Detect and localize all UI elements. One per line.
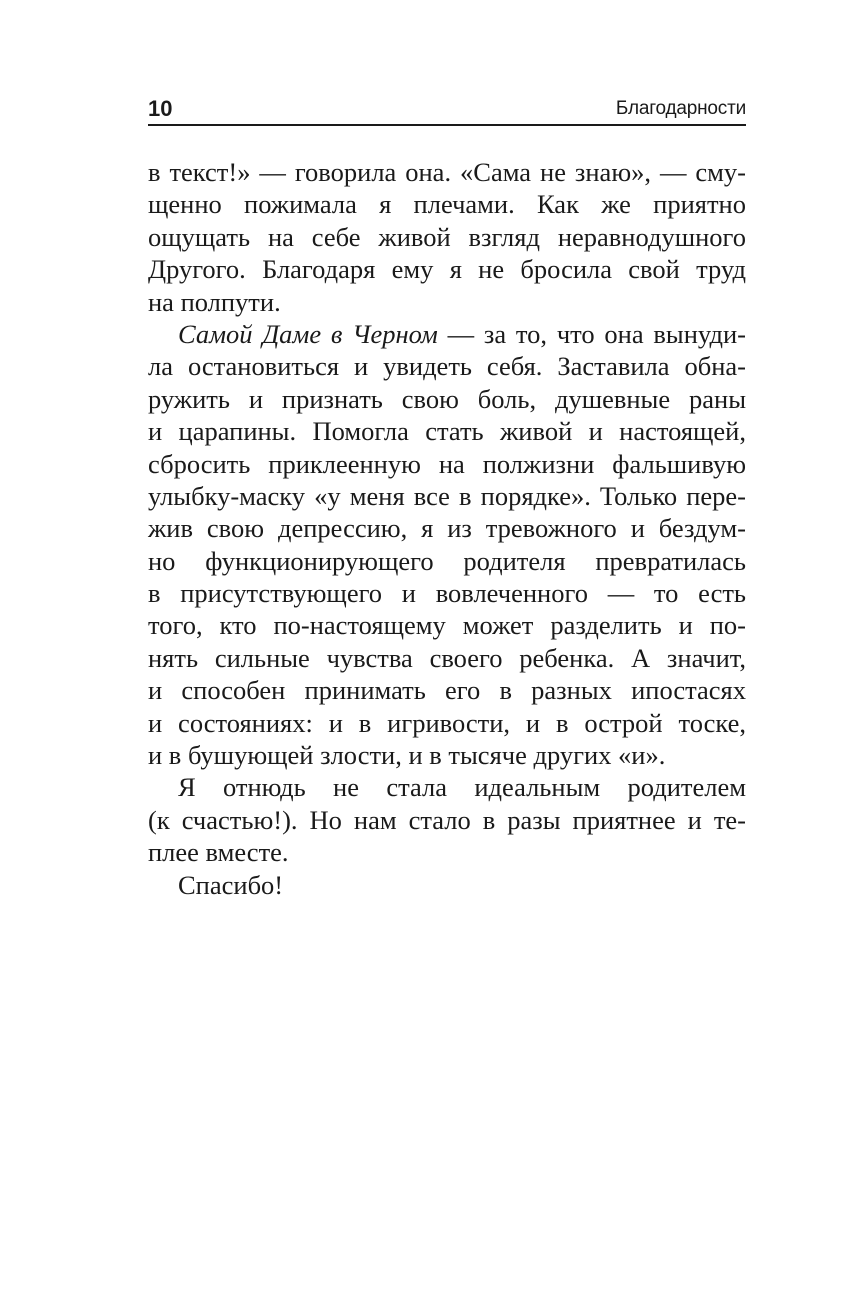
text-line: но функционирующего родителя превратилась	[148, 545, 746, 576]
text-line	[148, 318, 746, 350]
text-line: нять сильные чувства своего ребенка. А значит,	[148, 642, 746, 673]
text-line: в текст!» — говорила она. «Сама не знаю», — сму-	[148, 157, 746, 187]
text-line: сбросить приклеенную на полжизни фальшивую	[148, 448, 746, 479]
text-line: Я отнюдь не стала идеальным родителем	[178, 772, 746, 803]
italic-phrase: Самой Даме в Черном	[178, 318, 438, 349]
text-line: на полпути.	[148, 286, 281, 317]
text-line: ощущать на себе живой взгляд неравнодушного	[148, 221, 746, 252]
text-fragment: — за то, что она вынуди-	[437, 318, 746, 349]
text-line: Другого. Благодаря ему я не бросила свой труд	[148, 254, 746, 285]
text-line: плее вместе.	[148, 837, 289, 868]
running-title: Благодарности	[615, 98, 746, 119]
text-line: и способен принимать его в разных ипостасях	[148, 675, 746, 706]
text-line: (к счастью!). Но нам стало в разы приятнее и те-	[148, 804, 746, 835]
page-number: 10	[148, 96, 173, 121]
text-line: Спасибо!	[178, 869, 284, 900]
text-line: того, кто по-настоящему может разделить и по-	[148, 610, 746, 641]
text-line: в присутствующего и вовлеченного — то есть	[148, 578, 746, 609]
page-header	[148, 96, 746, 126]
text-line: и царапины. Помогла стать живой и настоящей,	[148, 416, 746, 447]
text-line: жив свою депрессию, я из тревожного и бездум-	[148, 513, 746, 544]
text-line: ла остановиться и увидеть себя. Заставила обна-	[148, 351, 746, 382]
text-line: ружить и признать свою боль, душевные раны	[148, 383, 746, 414]
text-line: и в бушующей злости, и в тысяче других «и».	[148, 740, 666, 771]
text-line: щенно пожимала я плечами. Как же приятно	[148, 189, 746, 220]
body-text	[148, 156, 746, 901]
text-line: улыбку-маску «у меня все в порядке». Только пере-	[148, 480, 746, 511]
text-line: и состояниях: и в игривости, и в острой тоске,	[148, 707, 746, 738]
